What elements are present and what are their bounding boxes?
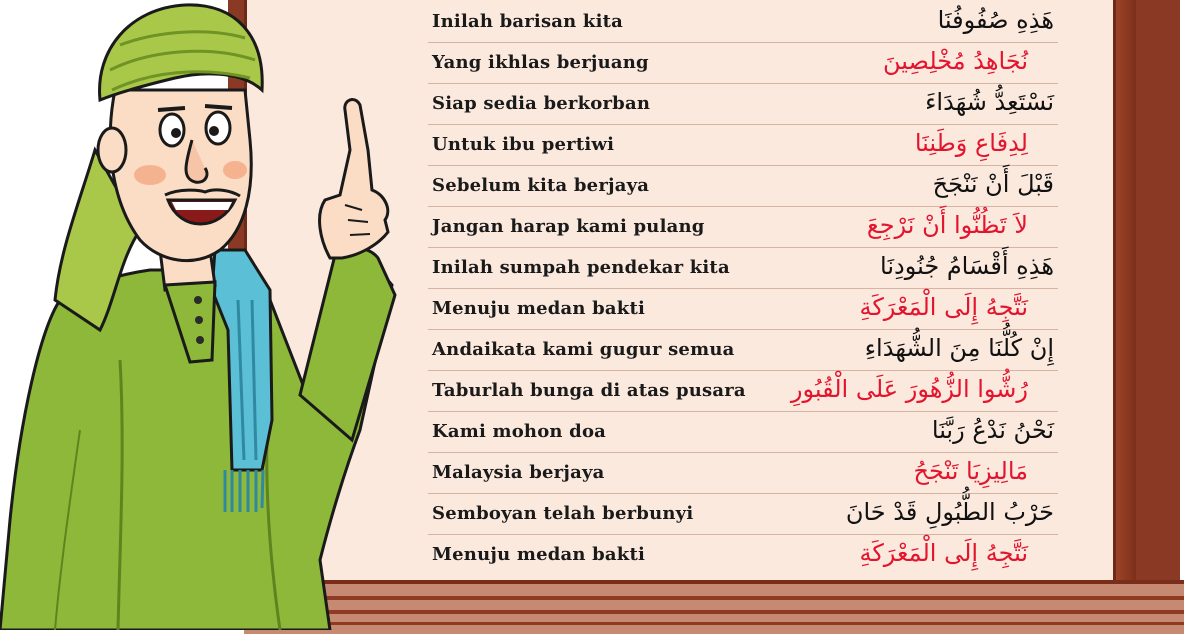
lyric-row (428, 207, 1058, 248)
malay-line: Menuju medan bakti (432, 298, 645, 319)
lyric-row (428, 166, 1058, 207)
arabic-line: نُجَاهِدُ مُخْلِصِينَ (883, 47, 1028, 75)
lyric-row (428, 330, 1058, 371)
malay-line: Andaikata kami gugur semua (432, 339, 735, 360)
lyric-row (428, 453, 1058, 494)
arabic-line: رُشُّوا الزُّهُورَ عَلَى الْقُبُورِ (790, 375, 1028, 403)
arabic-line: نَتَّجِهُ إِلَى الْمَعْرَكَةِ (859, 539, 1028, 567)
arabic-line: مَالِيزِيَا تَنْجَحُ (913, 457, 1028, 485)
arabic-line: قَبْلَ أَنْ نَنْجَحَ (932, 170, 1054, 198)
arabic-line: إِنْ كُلُّنَا مِنَ الشُّهَدَاءِ (864, 334, 1054, 362)
malay-line: Jangan harap kami pulang (432, 216, 705, 237)
arabic-line: نَسْتَعِدُّ شُهَدَاءَ (925, 88, 1054, 116)
malay-line: Semboyan telah berbunyi (432, 503, 694, 524)
arabic-line: لِدِفَاعِ وَطَنِنَا (914, 129, 1028, 157)
cartoon-teacher-illustration (0, 0, 420, 630)
lyric-row (428, 43, 1058, 84)
malay-line: Sebelum kita berjaya (432, 175, 650, 196)
malay-line: Inilah barisan kita (432, 11, 624, 32)
lyric-row (428, 248, 1058, 289)
malay-line: Yang ikhlas berjuang (432, 52, 649, 73)
lyric-row (428, 494, 1058, 535)
malay-line: Malaysia berjaya (432, 462, 605, 483)
arabic-line: هَذِهِ صُفُوفُنَا (937, 6, 1054, 34)
arabic-line: لاَ تَظُنُّوا أَنْ نَرْجِعَ (866, 211, 1028, 239)
malay-line: Taburlah bunga di atas pusara (432, 380, 746, 401)
lyric-row (428, 2, 1058, 43)
malay-line: Untuk ibu pertiwi (432, 134, 615, 155)
arabic-line: حَرْبُ الطُّبُولِ قَدْ حَانَ (845, 498, 1054, 526)
arabic-line: نَتَّجِهُ إِلَى الْمَعْرَكَةِ (859, 293, 1028, 321)
lyric-row (428, 412, 1058, 453)
lyric-row (428, 84, 1058, 125)
arabic-line: نَحْنُ نَدْعُ رَبَّنَا (931, 416, 1054, 444)
malay-line: Siap sedia berkorban (432, 93, 651, 114)
malay-line: Kami mohon doa (432, 421, 607, 442)
lyric-row (428, 371, 1058, 412)
lyric-row (428, 125, 1058, 166)
lyric-row (428, 535, 1058, 575)
malay-line: Inilah sumpah pendekar kita (432, 257, 730, 278)
arabic-line: هَذِهِ أَقْسَامُ جُنُودِنَا (880, 252, 1054, 280)
lyrics-list (428, 2, 1058, 575)
lyric-row (428, 289, 1058, 330)
malay-line: Menuju medan bakti (432, 544, 645, 565)
